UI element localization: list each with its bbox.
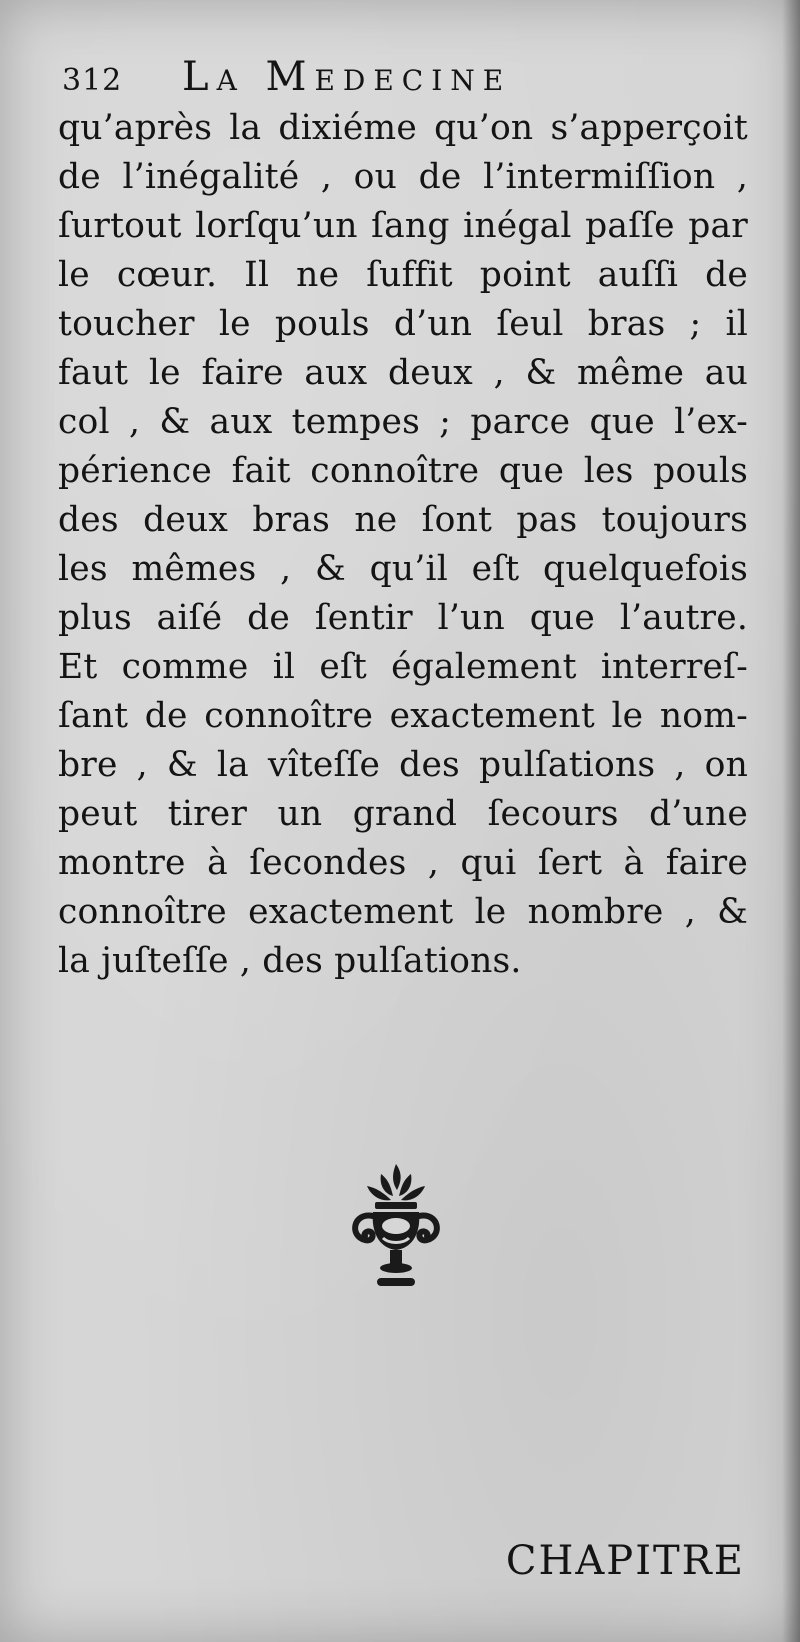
text-line: de l’inégalité , ou de l’intermiſſion , <box>58 157 748 197</box>
text-line: faut le faire aux deux , & même au <box>58 353 748 393</box>
text-line: col , & aux tempes ; parce que l’ex- <box>58 402 748 442</box>
text-line: montre à ſecondes , qui ſert à faire <box>58 843 748 883</box>
page-number: 312 <box>62 63 123 98</box>
text-line: ſurtout lorſqu’un ſang inégal paſſe par <box>58 206 748 246</box>
text-line: des deux bras ne ſont pas toujours <box>58 500 748 540</box>
page-edge-shadow <box>782 0 800 1642</box>
running-title: La Medecine <box>182 54 512 100</box>
text-line: qu’après la dixiéme qu’on s’apperçoit <box>58 108 748 148</box>
text-line: plus aiſé de ſentir l’un que l’autre. <box>58 598 748 638</box>
running-head <box>62 54 742 102</box>
catchword: CHAPITRE <box>505 1538 745 1584</box>
flaming-urn-icon <box>341 1160 451 1310</box>
text-line: périence fait connoître que les pouls <box>58 451 748 491</box>
text-line: le cœur. Il ne ſuffit point auſſi de <box>58 255 748 295</box>
text-line: bre , & la vîteſſe des pulſations , on <box>58 745 748 785</box>
text-line: ſant de connoître exactement le nom- <box>58 696 748 736</box>
text-line: toucher le pouls d’un ſeul bras ; il <box>58 304 748 344</box>
body-text <box>58 104 748 986</box>
text-line-last: la juſteſſe , des pulſations. <box>58 941 522 981</box>
text-line: Et comme il eſt également interreſ- <box>58 647 748 687</box>
text-line: connoître exactement le nombre , & <box>58 892 748 932</box>
text-line: peut tirer un grand ſecours d’une <box>58 794 748 834</box>
text-line: les mêmes , & qu’il eſt quelquefois <box>58 549 748 589</box>
